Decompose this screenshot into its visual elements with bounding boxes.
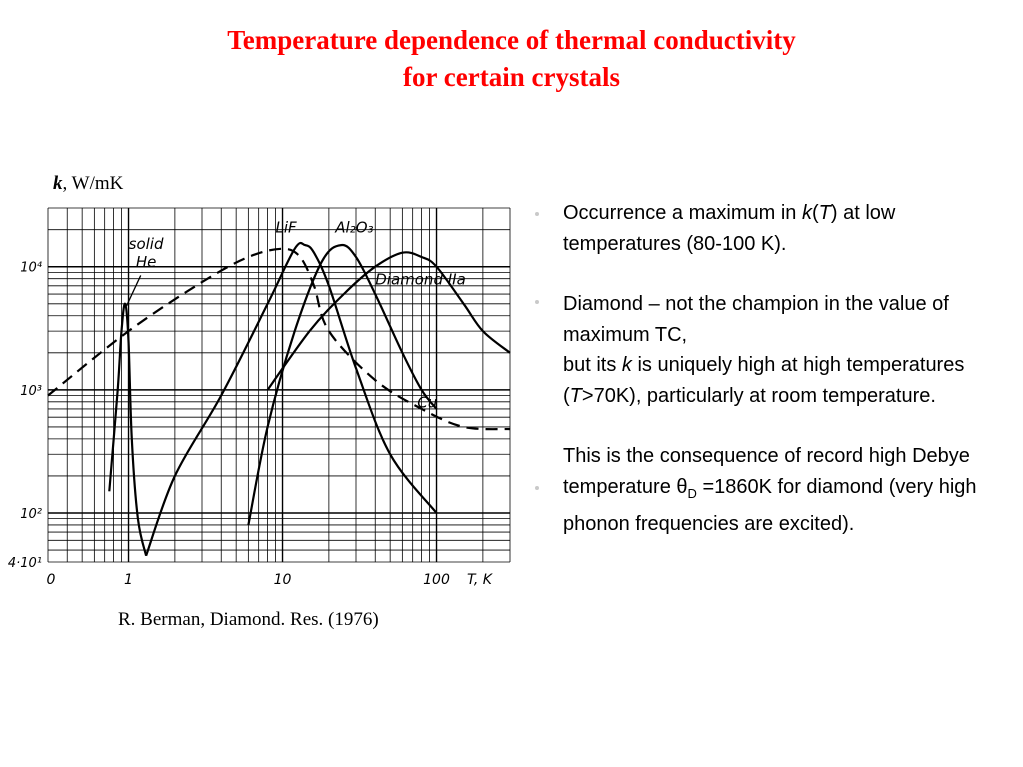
slide-title-line1: Temperature dependence of thermal conductivity xyxy=(227,25,796,55)
paragraph-debye: This is the consequence of record high Debye temperature $\theta_D =1860K$ for diamond (very high phonon frequencies are excited). xyxy=(563,445,977,535)
y-tick-label: 10⁴ xyxy=(20,260,42,276)
bullet-dot xyxy=(535,212,539,216)
figure-caption: R. Berman, Diamond. Res. (1976) xyxy=(118,609,379,630)
x-tick-label: 1 xyxy=(124,572,133,588)
y-tick-label: 10² xyxy=(20,507,42,523)
y-tick-label: 10³ xyxy=(20,383,42,399)
chart xyxy=(0,190,520,610)
y-axis-symbol: k xyxy=(53,173,63,194)
series-solid-he-label: solid xyxy=(128,234,164,253)
x-tick-label: 0 xyxy=(46,572,56,588)
series-solid-he-label-2: He xyxy=(135,252,157,271)
series-lif-label: LiF xyxy=(275,218,297,237)
x-tick-label: T, K xyxy=(466,572,492,588)
chart-svg xyxy=(0,190,520,610)
slide-title-line2: for certain crystals xyxy=(403,62,620,92)
bullet-dot xyxy=(535,300,539,304)
paragraph-maximum: Occurrence a maximum in k(T) at low temperatures (80-100 K). xyxy=(563,202,896,255)
y-axis-unit: , W/mK xyxy=(62,173,124,194)
x-tick-label: 10 xyxy=(273,572,292,588)
x-tick-label: 100 xyxy=(423,572,450,588)
series-cu-label: Cu xyxy=(417,393,438,412)
explanation-text xyxy=(563,198,993,570)
paragraph-diamond: Diamond – not the champion in the value of maximum TC, but its k is uniquely high at high temperatures (T>70K), particularly at room temperature. xyxy=(563,293,965,407)
series-diamond-iia-label: Diamond IIa xyxy=(375,270,466,289)
series-al2o3-label: Al₂O₃ xyxy=(335,218,374,237)
y-tick-label: 4·10¹ xyxy=(7,556,42,571)
bullet-dot xyxy=(535,486,539,490)
